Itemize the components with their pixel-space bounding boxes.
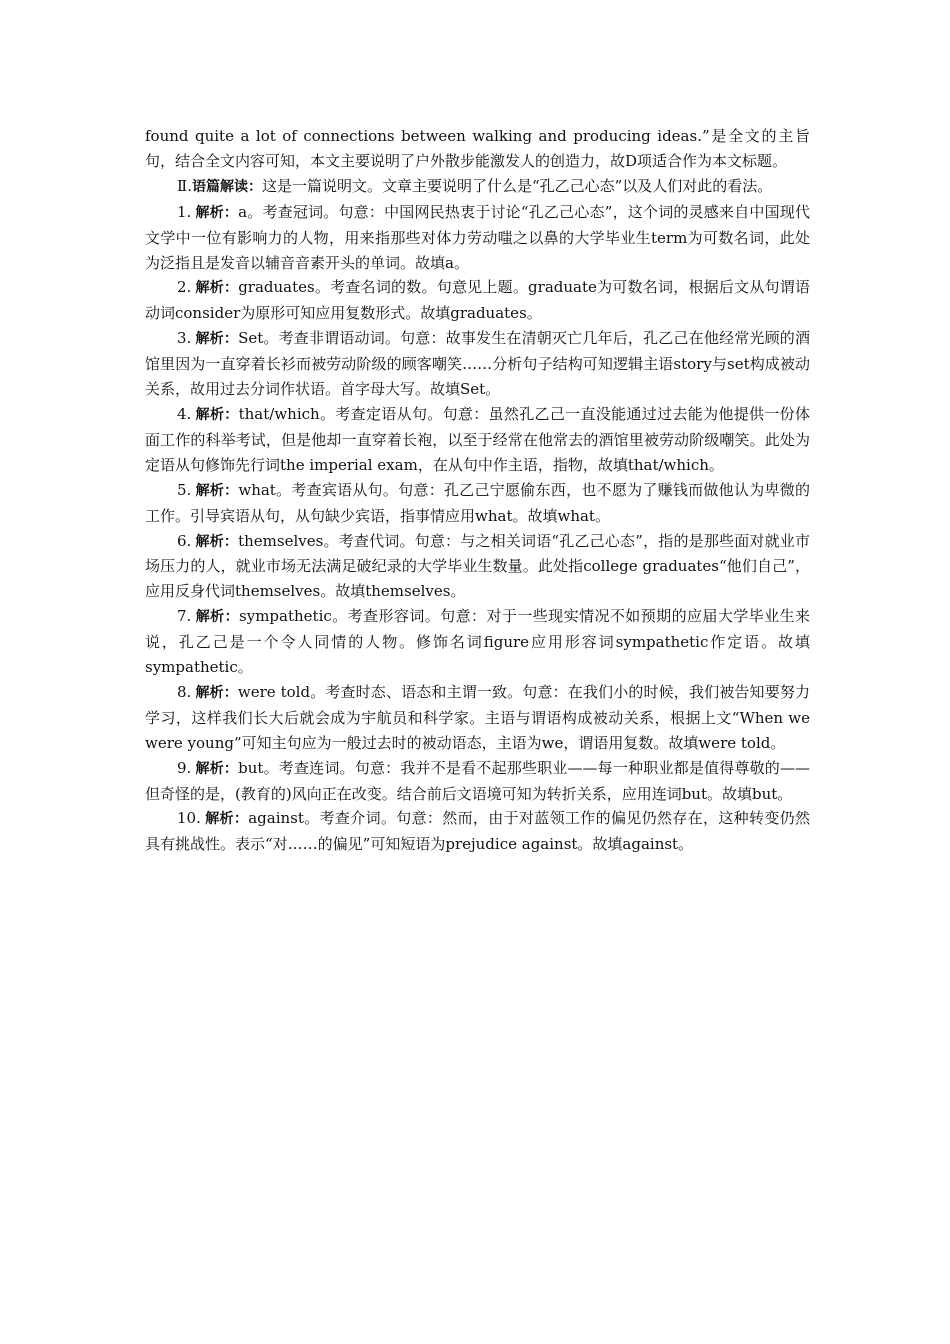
- item-number: 2.: [177, 278, 192, 297]
- item-label: 解析：: [195, 406, 239, 423]
- item-label: 解析：: [204, 811, 249, 828]
- item-text: were told。考查时态、语态和主谓一致。句意：在我们小的时候，我们被告知要努力学习，这样我们长大后就会成为宇航员和科学家。主语与谓语构成被动关系，根据上文“When we were young”可知主句应为一般过去时的被动语态，主语为we，谓语用复数。故填were told。: [145, 682, 811, 752]
- answer-item-7: [145, 604, 810, 680]
- item-label: 解析：: [195, 609, 240, 626]
- item-label: 解析：: [195, 280, 239, 297]
- item-number: 8.: [177, 682, 192, 701]
- intro-text: found quite a lot of connections between walking and producing ideas.”是全文的主旨句，结合全文内容可知，本文主要说明了户外散步能激发人的创造力，故D项适合作为本文标题。: [145, 127, 810, 170]
- section-label: 语篇解读：: [191, 178, 262, 195]
- answer-item-3: [145, 326, 810, 402]
- item-label: 解析：: [195, 482, 239, 499]
- item-text: sympathetic。考查形容词。句意：对于一些现实情况不如预期的应届大学毕业生来说，孔乙己是一个令人同情的人物。修饰名词figure应用形容词sympathetic作定语。故填sympathetic。: [145, 607, 810, 677]
- item-number: 6.: [177, 531, 192, 550]
- answer-item-2: [145, 275, 810, 326]
- item-number: 1.: [177, 202, 192, 221]
- section-text: 这是一篇说明文。文章主要说明了什么是“孔乙己心态”以及人们对此的看法。: [261, 176, 773, 195]
- item-number: 7.: [177, 607, 192, 626]
- item-label: 解析：: [195, 533, 239, 550]
- item-number: 3.: [177, 329, 192, 348]
- answer-item-1: [145, 200, 810, 276]
- item-text: themselves。考查代词。句意：与之相关词语“孔乙己心态”，指的是那些面对就业市场压力的人，就业市场无法满足破纪录的大学毕业生数量。此处指college graduates“他们自己”，应用反身代词themselves。故填themselves。: [145, 531, 810, 601]
- intro-paragraph: [145, 124, 810, 174]
- item-label: 解析：: [195, 760, 239, 777]
- item-text: Set。考查非谓语动词。句意：故事发生在清朝灭亡几年后，孔乙己在他经常光顾的酒馆里因为一直穿着长衫而被劳动阶级的顾客嘲笑……分析句子结构可知逻辑主语story与set构成被动关系，故用过去分词作状语。首字母大写。故填Set。: [145, 329, 810, 399]
- item-number: 9.: [177, 758, 192, 777]
- answer-item-8: [145, 680, 810, 756]
- item-text: that/which。考查定语从句。句意：虽然孔乙己一直没能通过过去能为他提供一份体面工作的科举考试，但是他却一直穿着长袍，以至于经常在他常去的酒馆里被劳动阶级嘲笑。此处为定语从句修饰先行词the imperial exam，在从句中作主语，指物，故填that/which。: [145, 404, 811, 474]
- answer-item-10: [145, 806, 810, 857]
- answer-item-5: [145, 478, 810, 529]
- item-text: what。考查宾语从句。句意：孔乙己宁愿偷东西，也不愿为了赚钱而做他认为卑微的工作。引导宾语从句，从句缺少宾语，指事情应用what。故填what。: [145, 480, 810, 525]
- document-page: [145, 124, 810, 857]
- item-number: 4.: [177, 404, 192, 423]
- item-number: 5.: [177, 480, 192, 499]
- item-label: 解析：: [195, 204, 239, 221]
- item-text: graduates。考查名词的数。句意见上题。graduate为可数名词，根据后文从句谓语动词consider为原形可知应用复数形式。故填graduates。: [145, 278, 810, 323]
- section-prefix: Ⅱ.: [177, 176, 192, 195]
- answer-item-9: [145, 756, 810, 807]
- item-number: 10.: [177, 809, 201, 828]
- item-label: 解析：: [195, 684, 238, 701]
- item-text: a。考查冠词。句意：中国网民热衷于讨论“孔乙己心态”，这个词的灵感来自中国现代文学中一位有影响力的人物，用来指那些对体力劳动嗤之以鼻的大学毕业生term为可数名词，此处为泛指且是发音以辅音音素开头的单词。故填a。: [145, 202, 811, 272]
- item-label: 解析：: [195, 331, 239, 348]
- section-reading-summary: [145, 174, 810, 200]
- item-text: against。考查介词。句意：然而，由于对蓝领工作的偏见仍然存在，这种转变仍然具有挑战性。表示“对……的偏见”可知短语为prejudice against。故填against。: [145, 809, 811, 854]
- answer-item-6: [145, 529, 810, 605]
- item-text: but。考查连词。句意：我并不是看不起那些职业——每一种职业都是值得尊敬的——但奇怪的是，(教育的)风向正在改变。结合前后文语境可知为转折关系，应用连词but。故填but。: [145, 758, 811, 803]
- answer-item-4: [145, 402, 810, 478]
